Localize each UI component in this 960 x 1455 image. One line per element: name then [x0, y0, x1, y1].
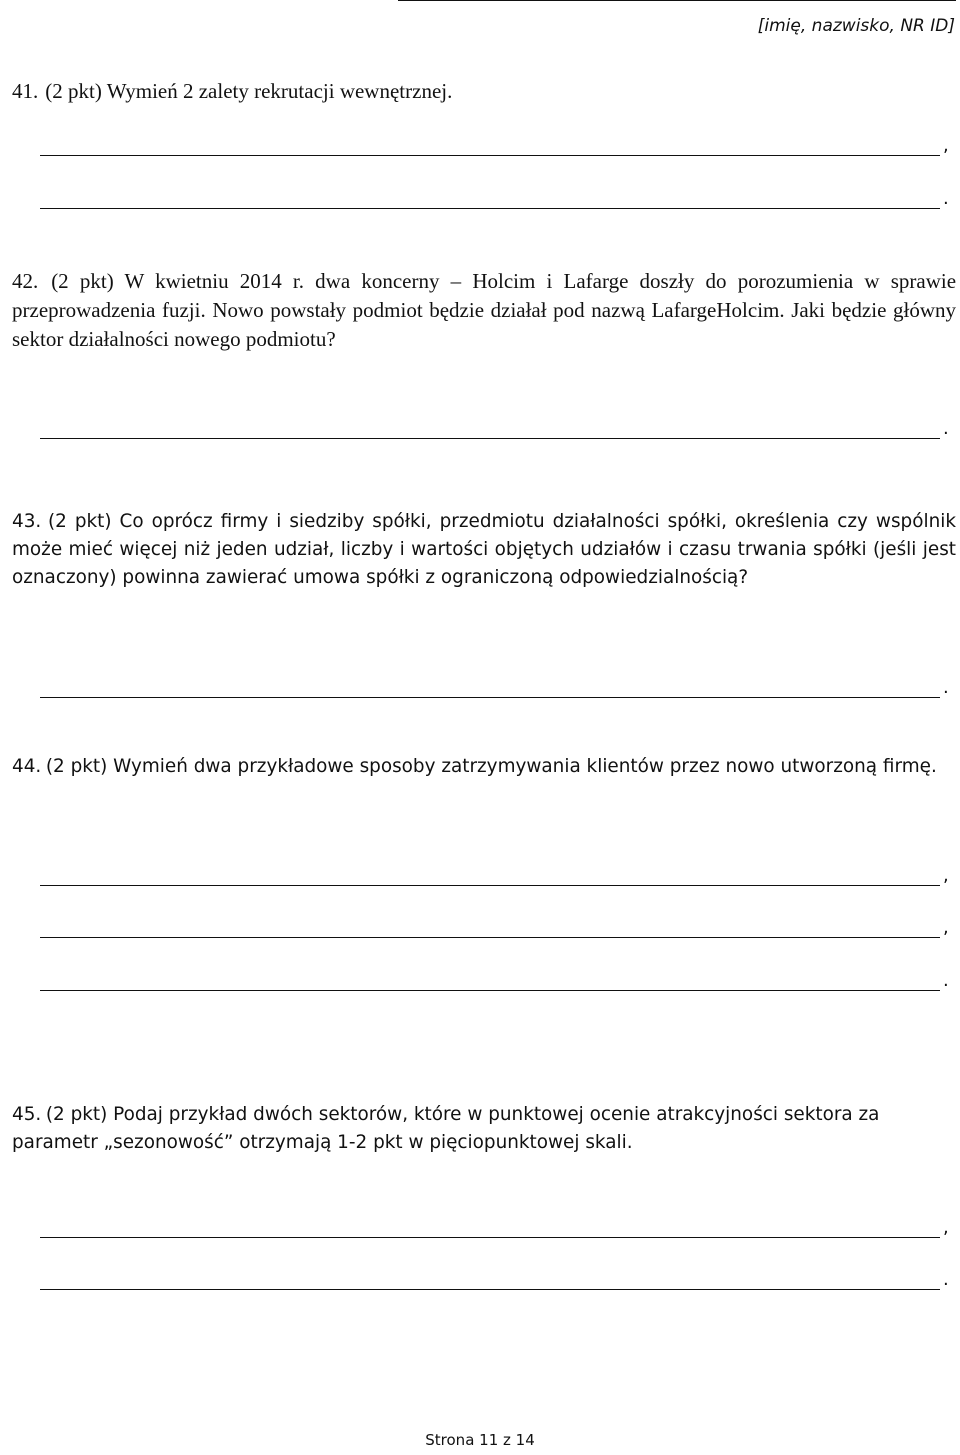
question-42 [12, 267, 956, 354]
question-number: 44. [12, 756, 42, 777]
answer-line-punctuation: . [943, 188, 949, 209]
answer-line-punctuation: , [943, 135, 949, 156]
question-number: 41. [12, 79, 39, 103]
answer-underline [40, 184, 940, 209]
question-text: (2 pkt) W kwietniu 2014 r. dwa koncerny – Holcim i Lafarge doszły do porozumienia w sprawie przeprowadzenia fuzji. Nowo powstały podmiot będzie działał pod nazwą LafargeHolcim. Jaki będzie główny sektor działalności nowego podmiotu? [12, 269, 957, 351]
answer-line-punctuation: , [943, 1217, 949, 1238]
answer-line[interactable] [40, 861, 956, 885]
answer-line[interactable] [40, 913, 956, 937]
answer-line[interactable] [40, 966, 956, 990]
question-text: (2 pkt) Wymień dwa przykładowe sposoby zatrzymywania klientów przez nowo utworzoną firmę. [45, 756, 937, 777]
page-number: Strona 11 z 14 [425, 1431, 535, 1449]
question-number: 45. [12, 1104, 42, 1125]
question-44 [12, 753, 956, 781]
answer-line-punctuation: . [943, 970, 949, 991]
answer-line-punctuation: . [943, 418, 949, 439]
answer-underline [40, 414, 940, 439]
question-41 [12, 77, 956, 106]
answer-line[interactable] [40, 414, 956, 438]
question-text: (2 pkt) Wymień 2 zalety rekrutacji wewnętrznej. [45, 79, 453, 103]
answer-line[interactable] [40, 1265, 956, 1289]
answer-line[interactable] [40, 184, 956, 208]
question-45 [12, 1101, 956, 1157]
question-number: 43. [12, 511, 42, 532]
answer-line[interactable] [40, 131, 956, 155]
student-id-placeholder: [imię, nazwisko, NR ID] [757, 16, 955, 36]
answer-line[interactable] [40, 673, 956, 697]
answer-line-punctuation: , [943, 865, 949, 886]
answer-underline [40, 966, 940, 991]
answer-underline [40, 1265, 940, 1290]
answer-underline [40, 1213, 940, 1238]
answer-line-punctuation: . [943, 677, 949, 698]
answer-line-punctuation: , [943, 917, 949, 938]
question-text: (2 pkt) Co oprócz firmy i siedziby spółki, przedmiotu działalności spółki, określenia czy wspólnik może mieć więcej niż jeden udział, liczby i wartości objętych udziałów i czasu trwania spółki (jeśli jest oznaczony) powinna zawierać umowa spółki z ograniczoną odpowiedzialnością? [12, 511, 956, 588]
answer-underline [40, 861, 940, 886]
answer-underline [40, 913, 940, 938]
answer-underline [40, 673, 940, 698]
question-43 [12, 508, 956, 592]
answer-underline [40, 131, 940, 156]
answer-line-punctuation: . [943, 1269, 949, 1290]
header-underline [398, 0, 956, 1]
question-text: (2 pkt) Podaj przykład dwóch sektorów, które w punktowej ocenie atrakcyjności sektora za parametr „sezonowość” otrzymają 1-2 pkt w pięciopunktowej skali. [12, 1104, 880, 1153]
answer-line[interactable] [40, 1213, 956, 1237]
question-number: 42. [12, 269, 39, 293]
